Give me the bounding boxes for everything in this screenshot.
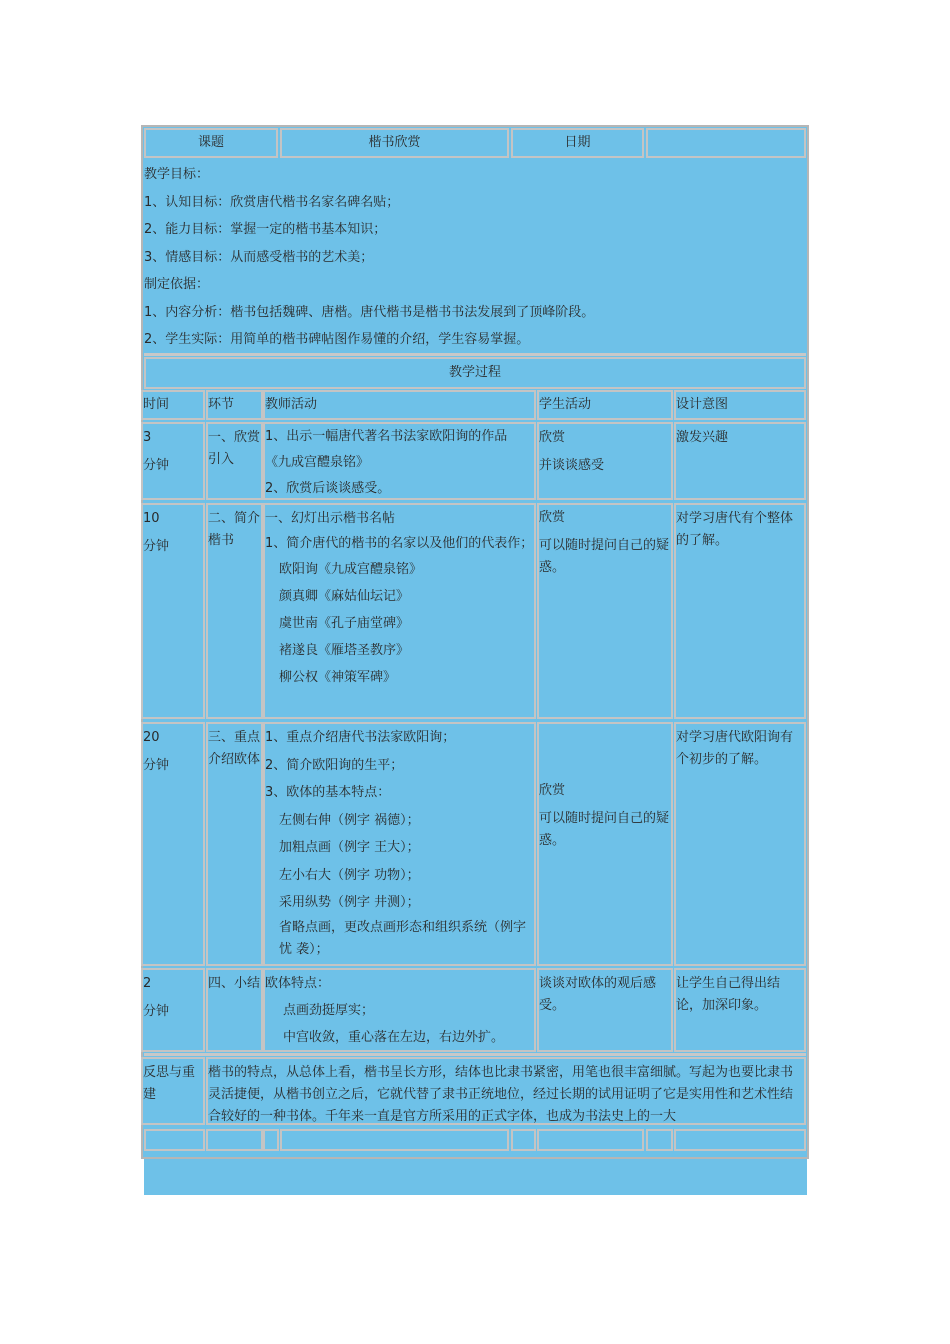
row-stage: 一、欣赏引入 bbox=[206, 422, 263, 500]
teacher-line: 欧体特点： bbox=[265, 976, 331, 991]
teacher-line: 点画劲挺厚实； bbox=[283, 1003, 375, 1018]
student-line: 欣赏 bbox=[539, 430, 566, 445]
basis-item: 2、学生实际：用简单的楷书碑帖图作易懂的介绍，学生容易掌握。 bbox=[144, 332, 530, 347]
time-value: 3 bbox=[143, 430, 152, 445]
row-design-intent: 让学生自己得出结论，加深印象。 bbox=[674, 968, 806, 1052]
empty-cell bbox=[674, 1129, 806, 1151]
teacher-line: 1、重点介绍唐代书法家欧阳询； bbox=[265, 730, 456, 745]
row-design-intent: 对学习唐代欧阳询有个初步的了解。 bbox=[674, 722, 806, 966]
column-header-time: 时间 bbox=[141, 390, 205, 420]
topic-label: 课题 bbox=[144, 128, 278, 158]
objectives-block bbox=[144, 161, 806, 351]
row-teacher-activity bbox=[263, 968, 536, 1052]
objective-item: 1、认知目标：欣赏唐代楷书名家名碑名贴； bbox=[144, 194, 400, 210]
teacher-line: 左侧右伸（例字 祸德）； bbox=[279, 812, 420, 828]
time-unit: 分钟 bbox=[143, 458, 170, 473]
row-time bbox=[141, 503, 205, 719]
teacher-line: 采用纵势（例字 井测）； bbox=[279, 895, 420, 910]
student-line: 可以随时提问自己的疑惑。 bbox=[539, 538, 670, 575]
row-stage: 三、重点介绍欧体 bbox=[206, 722, 263, 966]
teacher-line: 左小右大（例字 功物）； bbox=[279, 867, 420, 883]
divider bbox=[144, 353, 806, 356]
empty-cell bbox=[537, 1129, 644, 1151]
objectives-title: 教学目标： bbox=[144, 167, 210, 182]
topic-value: 楷书欣赏 bbox=[280, 128, 509, 158]
column-header-student: 学生活动 bbox=[537, 390, 673, 420]
row-student-activity bbox=[537, 422, 673, 500]
basis-title: 制定依据： bbox=[144, 277, 210, 292]
student-line: 并谈谈感受 bbox=[539, 458, 605, 473]
time-unit: 分钟 bbox=[143, 539, 170, 554]
column-header-intent: 设计意图 bbox=[674, 390, 806, 420]
empty-cell bbox=[646, 1129, 673, 1151]
row-student-activity: 谈谈对欧体的观后感受。 bbox=[537, 968, 673, 1052]
process-title: 教学过程 bbox=[144, 357, 806, 389]
row-time bbox=[141, 722, 205, 966]
teacher-line: 褚遂良《雁塔圣教序》 bbox=[279, 643, 410, 658]
time-value: 20 bbox=[143, 730, 160, 745]
teacher-line: 中宫收敛，重心落在左边，右边外扩。 bbox=[283, 1030, 505, 1045]
teacher-line: 柳公权《神策军碑》 bbox=[279, 670, 397, 685]
teacher-line: 《九成宫醴泉铭》 bbox=[265, 455, 370, 470]
objective-item: 3、情感目标：从而感受楷书的艺术美； bbox=[144, 249, 374, 265]
row-design-intent: 对学习唐代有个整体的了解。 bbox=[674, 503, 806, 719]
teacher-line: 1、出示一幅唐代著名书法家欧阳询的作品 bbox=[265, 429, 508, 444]
time-unit: 分钟 bbox=[143, 758, 170, 773]
teacher-line: 加粗点画（例字 王大）； bbox=[279, 840, 420, 855]
objective-item: 2、能力目标：掌握一定的楷书基本知识； bbox=[144, 222, 387, 237]
row-teacher-activity bbox=[263, 503, 536, 719]
row-student-activity bbox=[537, 722, 673, 966]
empty-cell bbox=[280, 1129, 509, 1151]
teacher-line: 颜真卿《麻姑仙坛记》 bbox=[279, 589, 410, 604]
row-design-intent: 激发兴趣 bbox=[674, 422, 806, 500]
student-line: 欣赏 bbox=[539, 783, 566, 798]
empty-cell bbox=[511, 1129, 536, 1151]
column-header-stage: 环节 bbox=[206, 390, 263, 420]
teacher-line: 虞世南《孔子庙堂碑》 bbox=[279, 616, 410, 631]
row-teacher-activity bbox=[263, 422, 536, 500]
teacher-line: 2、欣赏后谈谈感受。 bbox=[265, 481, 391, 496]
student-line: 可以随时提问自己的疑惑。 bbox=[539, 811, 670, 848]
basis-item: 1、内容分析：楷书包括魏碑、唐楷。唐代楷书是楷书书法发展到了顶峰阶段。 bbox=[144, 304, 595, 320]
teacher-line: 3、欧体的基本特点： bbox=[265, 785, 391, 800]
time-unit: 分钟 bbox=[143, 1004, 170, 1019]
student-line: 欣赏 bbox=[539, 510, 566, 525]
reflection-label: 反思与重建 bbox=[141, 1057, 205, 1125]
empty-cell bbox=[263, 1129, 279, 1151]
row-teacher-activity bbox=[263, 722, 536, 966]
divider bbox=[144, 1053, 806, 1056]
teacher-line: 1、简介唐代的楷书的名家以及他们的代表作； bbox=[265, 536, 534, 551]
empty-cell bbox=[206, 1129, 263, 1151]
row-time bbox=[141, 422, 205, 500]
teacher-line: 欧阳询《九成宫醴泉铭》 bbox=[279, 562, 423, 577]
row-stage: 二、简介楷书 bbox=[206, 503, 263, 719]
teacher-line: 一、幻灯出示楷书名帖 bbox=[265, 511, 396, 526]
row-student-activity bbox=[537, 503, 673, 719]
table-footer-band bbox=[144, 1159, 807, 1195]
teacher-line: 省略点画，更改点画形态和组织系统（例字 忧 袭）； bbox=[279, 919, 527, 957]
time-value: 2 bbox=[143, 976, 152, 991]
teacher-line: 2、简介欧阳询的生平； bbox=[265, 757, 404, 773]
column-header-teacher: 教师活动 bbox=[263, 390, 536, 420]
empty-cell bbox=[144, 1129, 205, 1151]
date-label: 日期 bbox=[511, 128, 644, 158]
row-time bbox=[141, 968, 205, 1052]
row-stage: 四、小结 bbox=[206, 968, 263, 1052]
lesson-plan-sheet bbox=[141, 125, 809, 1195]
time-value: 10 bbox=[143, 511, 160, 526]
reflection-text: 楷书的特点，从总体上看，楷书呈长方形，结体也比隶书紧密，用笔也很丰富细腻。写起为也要比隶书灵活捷便，从楷书创立之后，它就代替了隶书正统地位，经过长期的试用证明了它是实用性和艺术性结合较好的一种书体。千年来一直是官方所采用的正式字体，也成为书法史上的一大 bbox=[206, 1057, 806, 1125]
date-value bbox=[646, 128, 806, 158]
